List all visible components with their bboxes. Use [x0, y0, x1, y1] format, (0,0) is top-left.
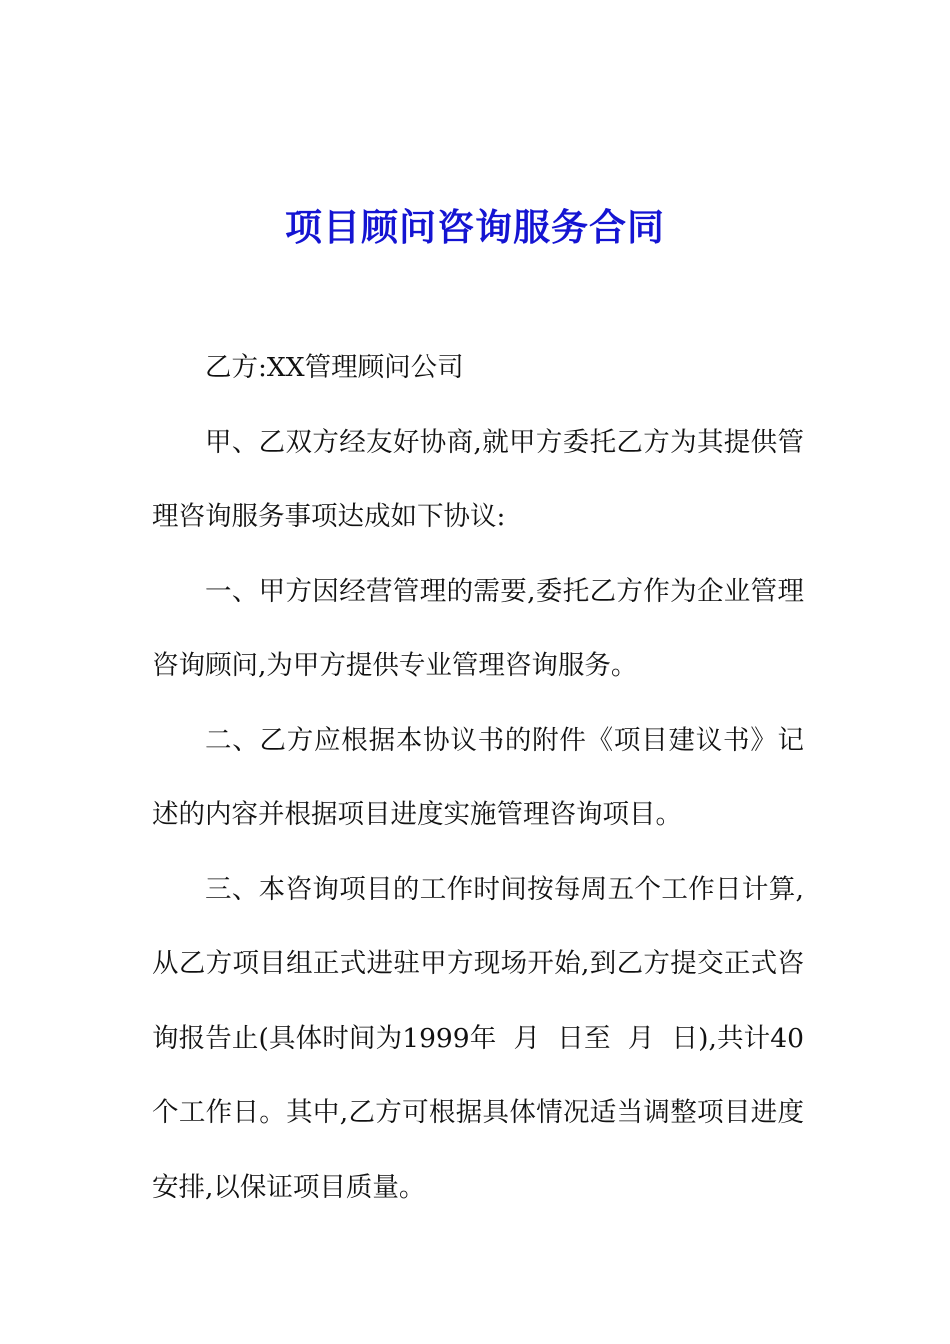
party-b-line: 乙方:XX管理顾问公司 — [205, 352, 464, 383]
agreement-intro: 甲、乙双方经友好协商,就甲方委托乙方为其提供管理咨询服务事项达成如下协议: — [152, 426, 804, 532]
clause-one: 一、甲方因经营管理的需要,委托乙方作为企业管理咨询顾问,为甲方提供专业管理咨询服务。 — [152, 575, 804, 681]
clause-three: 三、本咨询项目的工作时间按每周五个工作日计算,从乙方项目组正式进驻甲方现场开始,到乙方提交正式咨询报告止(具体时间为1999年 月 日至 月 日),共计40个工作日。其中,乙方可根据具体情况适当调整项目进度安排,以保证项目质量。 — [152, 873, 804, 1203]
document-title: 项目顾问咨询服务合同 — [285, 204, 665, 249]
clause-two: 二、乙方应根据本协议书的附件《项目建议书》记述的内容并根据项目进度实施管理咨询项目。 — [152, 724, 804, 830]
document-body — [152, 331, 804, 1225]
